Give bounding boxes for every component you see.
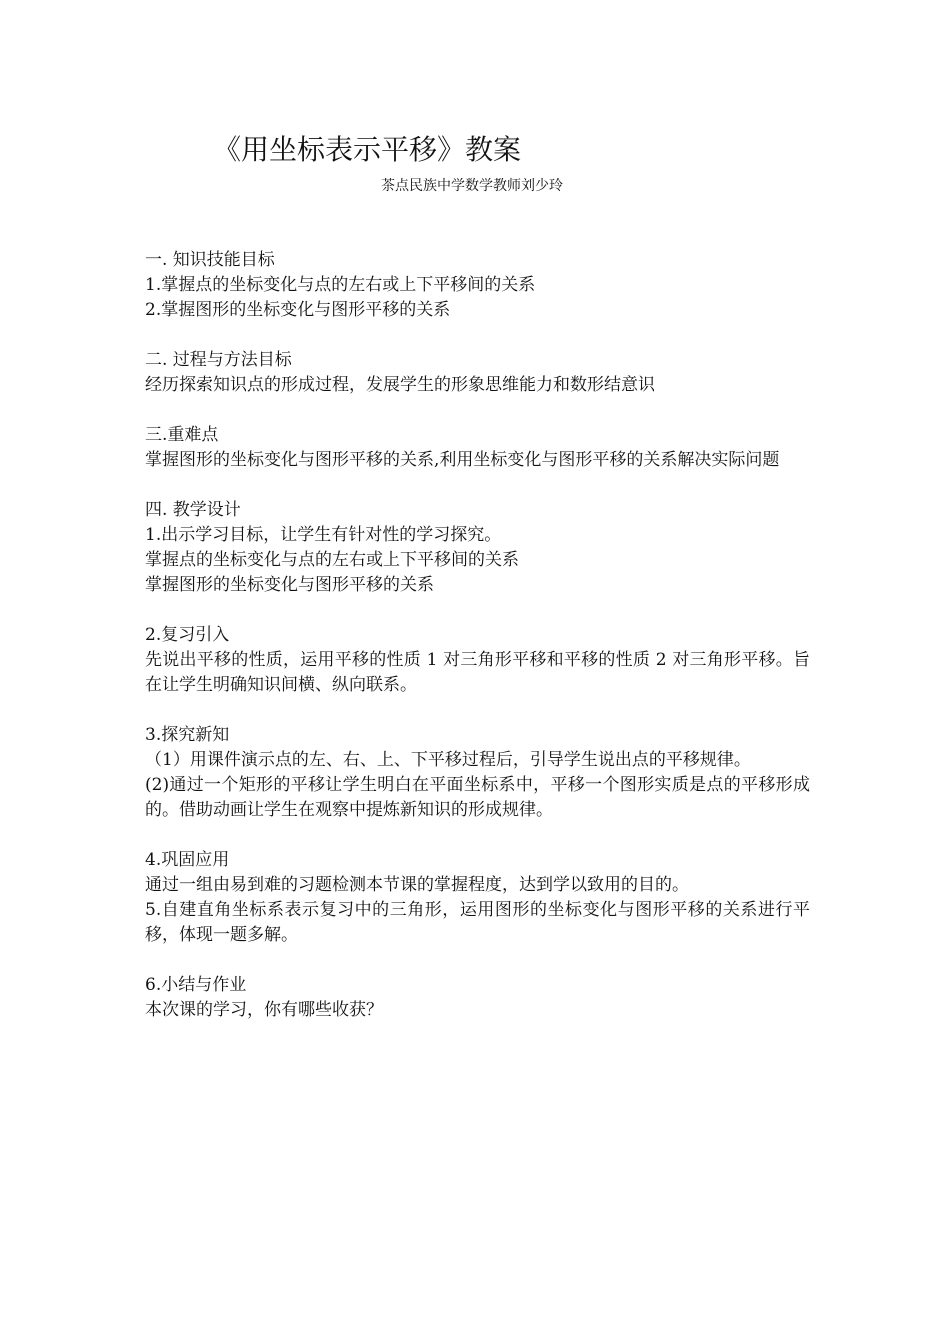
section-line: 本次课的学习，你有哪些收获？ <box>145 1000 383 1020</box>
section-line: （1）用课件演示点的左、右、上、下平移过程后，引导学生说出点的平移规律。 <box>145 750 751 770</box>
section-line: 5.自建直角坐标系表示复习中的三角形，运用图形的坐标变化与图形平移的关系进行平移，体现一题多解。 <box>145 900 810 945</box>
section-line: 掌握图形的坐标变化与图形平移的关系,利用坐标变化与图形平移的关系解决实际问题 <box>145 450 780 470</box>
section-review-intro <box>145 623 810 698</box>
section-heading: 一. 知识技能目标 <box>145 250 275 270</box>
section-heading: 4.巩固应用 <box>145 850 230 870</box>
section-heading: 6.小结与作业 <box>145 975 247 995</box>
section-heading: 三.重难点 <box>145 425 219 445</box>
section-explore-new <box>145 723 810 823</box>
section-line: 1.掌握点的坐标变化与点的左右或上下平移间的关系 <box>145 275 536 295</box>
document-title: 《用坐标表示平移》教案 <box>213 133 522 166</box>
section-line: (2)通过一个矩形的平移让学生明白在平面坐标系中，平移一个图形实质是点的平移形成的。借助动画让学生在观察中提炼新知识的形成规律。 <box>145 775 810 820</box>
document-author: 茶点民族中学数学教师刘少玲 <box>381 178 563 194</box>
section-teaching-design <box>145 498 810 598</box>
section-heading: 2.复习引入 <box>145 625 230 645</box>
section-consolidate <box>145 848 810 948</box>
section-line: 1.出示学习目标，让学生有针对性的学习探究。 <box>145 525 502 545</box>
section-heading: 二. 过程与方法目标 <box>145 350 292 370</box>
section-line: 2.掌握图形的坐标变化与图形平移的关系 <box>145 300 451 320</box>
section-heading: 四. 教学设计 <box>145 500 241 520</box>
section-line: 掌握图形的坐标变化与图形平移的关系 <box>145 575 434 595</box>
section-process-goals <box>145 348 810 398</box>
document-body <box>145 248 810 1048</box>
section-heading: 3.探究新知 <box>145 725 230 745</box>
section-knowledge-goals <box>145 248 810 323</box>
section-line: 经历探索知识点的形成过程，发展学生的形象思维能力和数形结意识 <box>145 375 655 395</box>
section-line: 通过一组由易到难的习题检测本节课的掌握程度，达到学以致用的目的。 <box>145 875 689 895</box>
section-line: 掌握点的坐标变化与点的左右或上下平移间的关系 <box>145 550 519 570</box>
section-summary-homework <box>145 973 810 1023</box>
section-line: 先说出平移的性质，运用平移的性质 1 对三角形平移和平移的性质 2 对三角形平移。旨在让学生明确知识间横、纵向联系。 <box>145 650 810 695</box>
section-key-points <box>145 423 810 473</box>
